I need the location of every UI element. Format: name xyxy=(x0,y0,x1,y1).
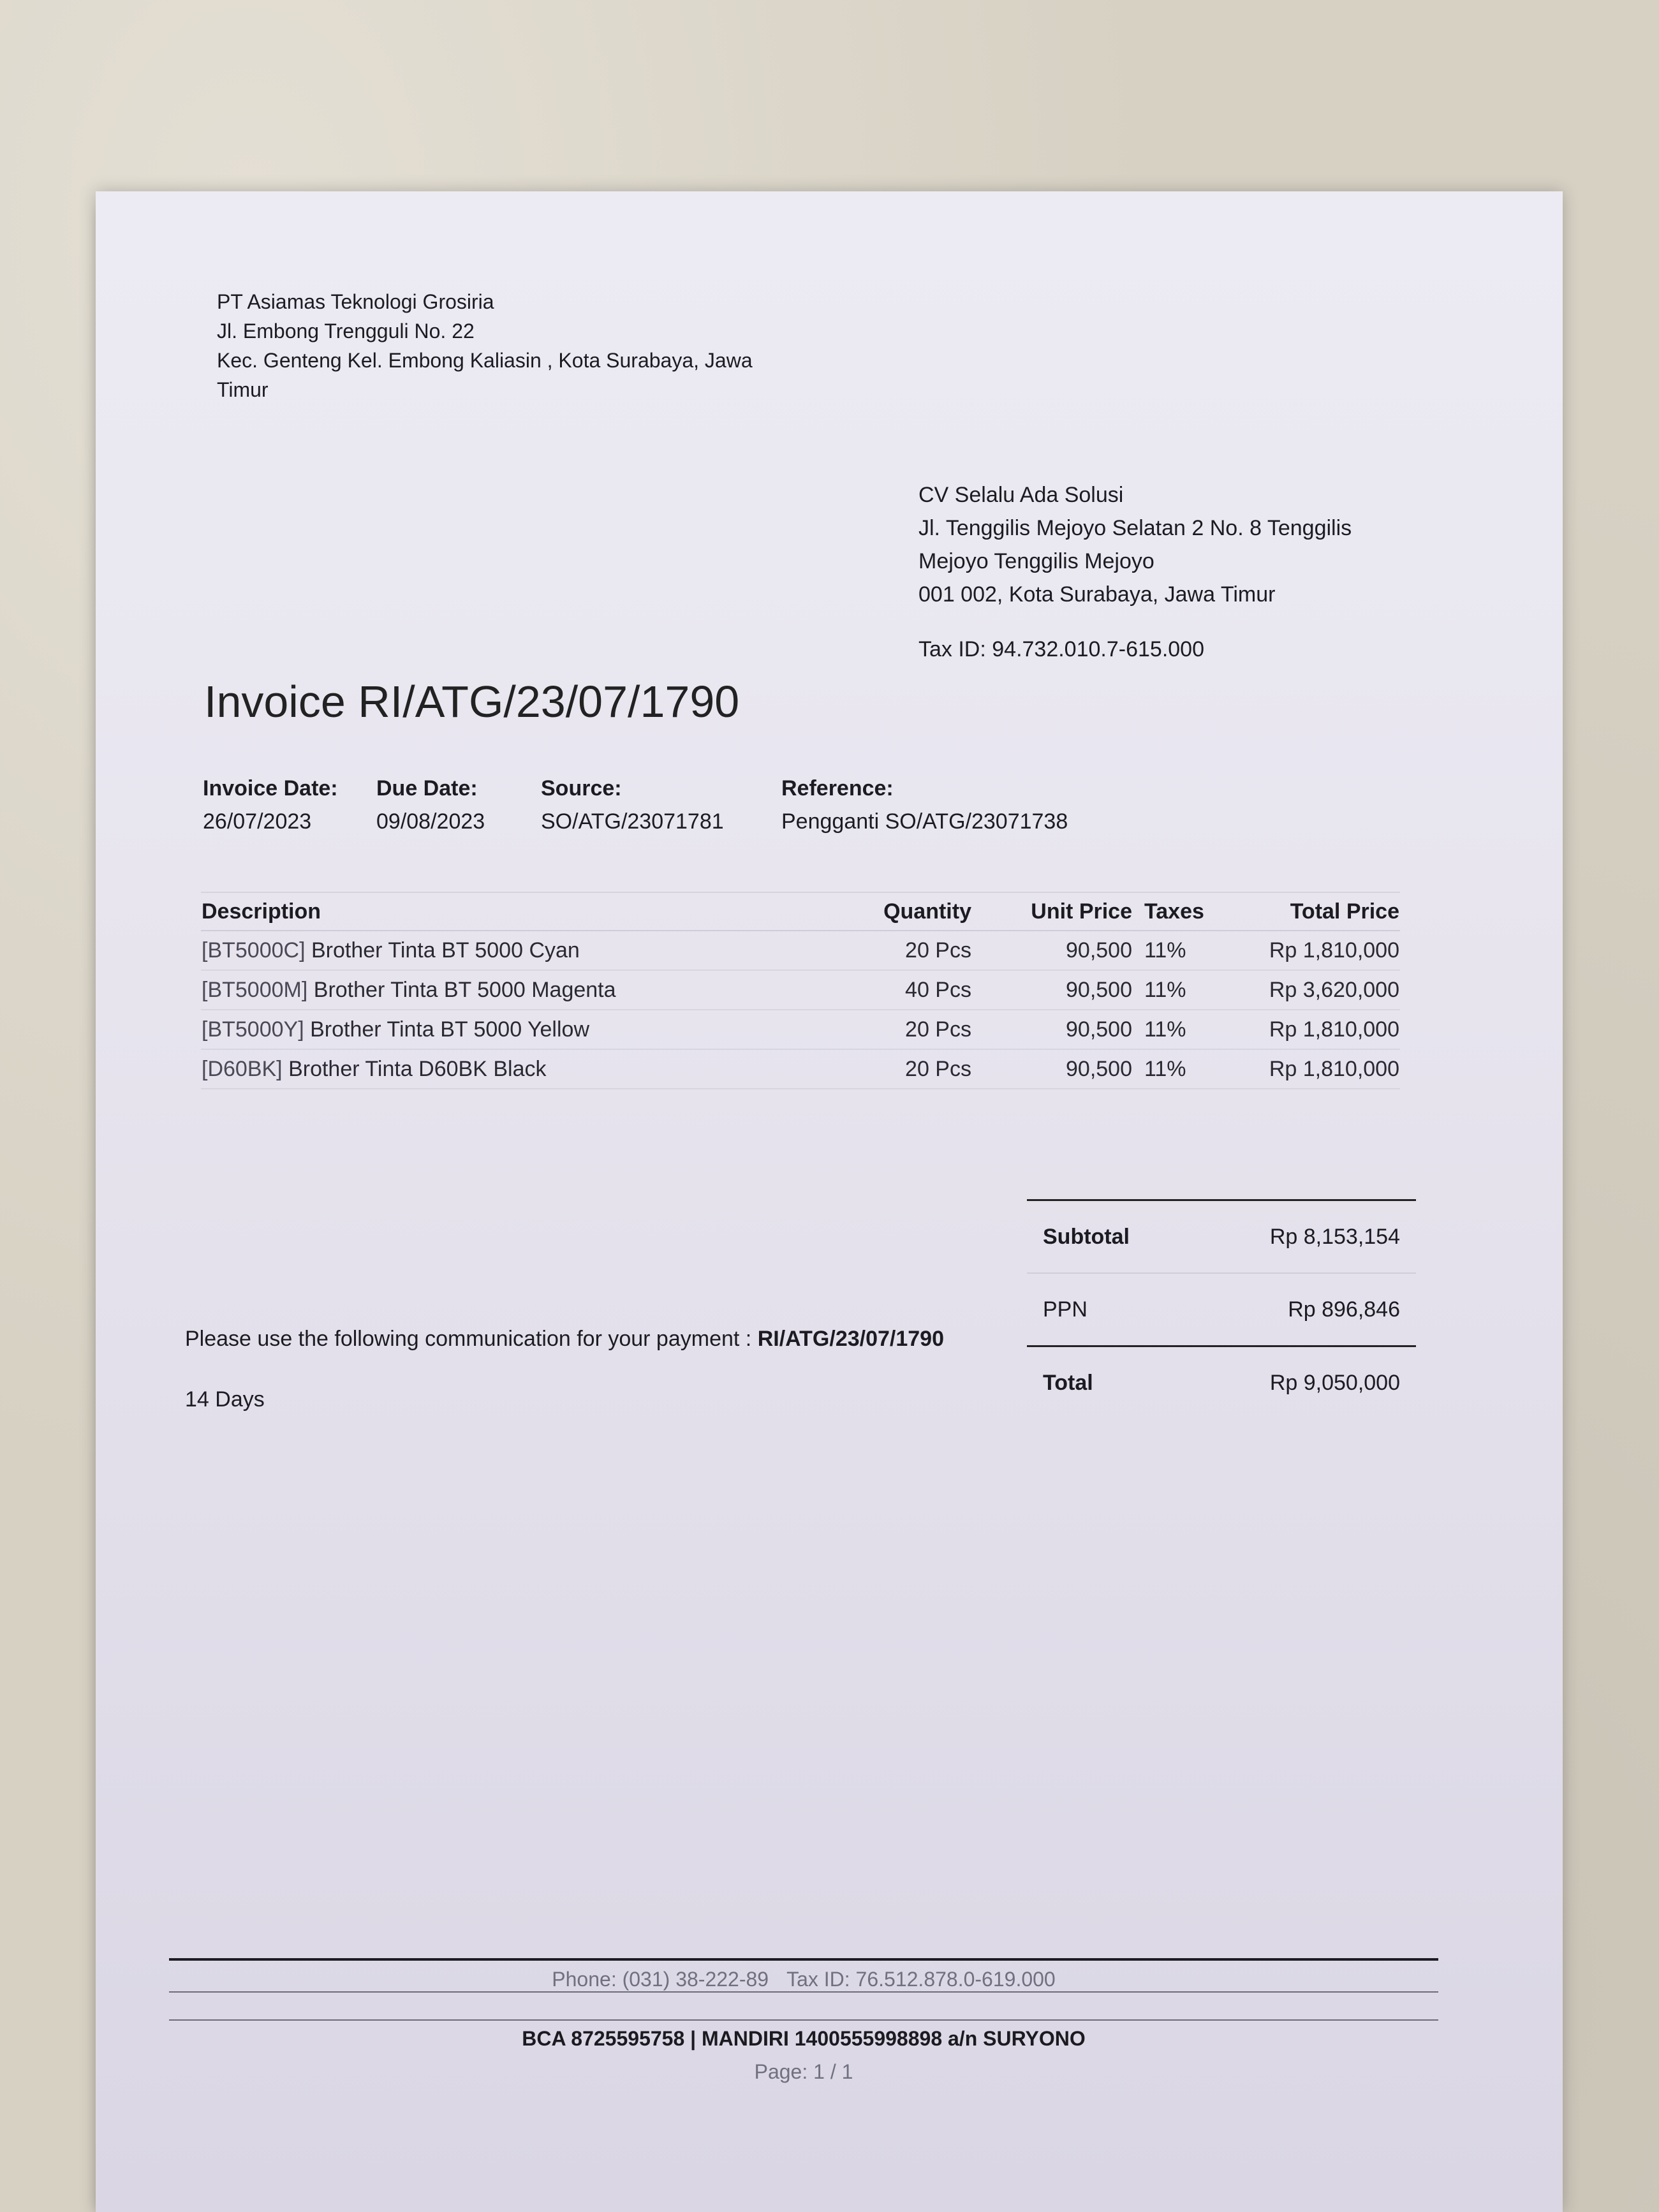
invoice-date-value: 26/07/2023 xyxy=(203,809,312,834)
line-description xyxy=(201,1010,802,1049)
line-taxes: 11% xyxy=(1133,931,1228,970)
company-address-line-1: Jl. Embong Trengguli No. 22 xyxy=(217,320,475,343)
table-row xyxy=(201,1049,1400,1089)
line-taxes: 11% xyxy=(1133,1049,1228,1089)
column-header-quantity: Quantity xyxy=(802,892,972,931)
invoice-lines-table xyxy=(201,892,1400,1089)
total-row xyxy=(1027,1346,1416,1419)
customer-address-line-1: Jl. Tenggilis Mejoyo Selatan 2 No. 8 Tenggilis xyxy=(918,516,1352,540)
line-total: Rp 3,620,000 xyxy=(1228,970,1400,1010)
line-taxes: 11% xyxy=(1133,1010,1228,1049)
line-unit-price: 90,500 xyxy=(972,1049,1133,1089)
table-row xyxy=(201,970,1400,1010)
customer-tax-id: Tax ID: 94.732.010.7-615.000 xyxy=(918,637,1204,661)
table-header-row xyxy=(201,892,1400,931)
payment-communication-text: Please use the following communication for your payment : xyxy=(185,1327,758,1351)
source-value: SO/ATG/23071781 xyxy=(541,809,724,834)
table-row xyxy=(201,931,1400,970)
line-description xyxy=(201,970,802,1010)
customer-address-line-3: 001 002, Kota Surabaya, Jawa Timur xyxy=(918,582,1276,607)
total-value: Rp 9,050,000 xyxy=(1188,1346,1416,1419)
product-name: Brother Tinta BT 5000 Cyan xyxy=(311,938,580,962)
footer-divider-bottom xyxy=(169,2019,1438,2021)
line-quantity: 20 Pcs xyxy=(802,931,972,970)
line-quantity: 20 Pcs xyxy=(802,1010,972,1049)
line-unit-price: 90,500 xyxy=(972,931,1133,970)
reference-block xyxy=(781,772,1068,838)
footer-divider-middle xyxy=(169,1991,1438,1993)
footer-tax-id: Tax ID: 76.512.878.0-619.000 xyxy=(786,1968,1056,1991)
invoice-document xyxy=(96,191,1563,2212)
product-code: [D60BK] xyxy=(202,1056,283,1081)
reference-value: Pengganti SO/ATG/23071738 xyxy=(781,809,1068,834)
company-address-block xyxy=(217,287,791,404)
product-name: Brother Tinta BT 5000 Yellow xyxy=(310,1017,589,1042)
total-label: Total xyxy=(1027,1346,1188,1419)
payment-terms: 14 Days xyxy=(185,1387,265,1412)
due-date-block xyxy=(376,772,485,838)
subtotal-value: Rp 8,153,154 xyxy=(1188,1200,1416,1274)
column-header-unit-price: Unit Price xyxy=(972,892,1133,931)
ppn-value: Rp 896,846 xyxy=(1188,1273,1416,1346)
column-header-total-price: Total Price xyxy=(1228,892,1400,931)
line-quantity: 40 Pcs xyxy=(802,970,972,1010)
footer-bank-accounts: BCA 8725595758 | MANDIRI 1400555998898 a/n SURYONO xyxy=(522,2027,1086,2050)
line-description xyxy=(201,931,802,970)
line-total: Rp 1,810,000 xyxy=(1228,1049,1400,1089)
company-name: PT Asiamas Teknologi Grosiria xyxy=(217,290,494,313)
payment-reference: RI/ATG/23/07/1790 xyxy=(757,1327,944,1351)
customer-name: CV Selalu Ada Solusi xyxy=(918,483,1124,507)
footer-divider-top xyxy=(169,1958,1438,1961)
product-name: Brother Tinta D60BK Black xyxy=(288,1056,547,1081)
company-address-line-3: Timur xyxy=(217,378,269,401)
due-date-value: 09/08/2023 xyxy=(376,809,485,834)
customer-address-line-2: Mejoyo Tenggilis Mejoyo xyxy=(918,549,1154,573)
footer-phone: Phone: (031) 38-222-89 xyxy=(552,1968,769,1991)
company-address-line-2: Kec. Genteng Kel. Embong Kaliasin , Kota Surabaya, Jawa xyxy=(217,349,753,372)
product-code: [BT5000M] xyxy=(202,977,308,1002)
line-unit-price: 90,500 xyxy=(972,970,1133,1010)
subtotal-label: Subtotal xyxy=(1027,1200,1188,1274)
product-code: [BT5000C] xyxy=(202,938,306,962)
payment-communication xyxy=(185,1327,944,1352)
source-block xyxy=(541,772,724,838)
totals-table xyxy=(1027,1199,1416,1419)
line-description xyxy=(201,1049,802,1089)
line-total: Rp 1,810,000 xyxy=(1228,1010,1400,1049)
invoice-date-label: Invoice Date: xyxy=(203,776,338,800)
line-total: Rp 1,810,000 xyxy=(1228,931,1400,970)
invoice-date-block xyxy=(203,772,338,838)
line-quantity: 20 Pcs xyxy=(802,1049,972,1089)
footer-contact xyxy=(169,1968,1438,1991)
product-code: [BT5000Y] xyxy=(202,1017,304,1042)
invoice-title: Invoice RI/ATG/23/07/1790 xyxy=(204,677,740,726)
footer-page-number: Page: 1 / 1 xyxy=(754,2060,853,2083)
column-header-taxes: Taxes xyxy=(1133,892,1228,931)
due-date-label: Due Date: xyxy=(376,776,478,800)
table-row xyxy=(201,1010,1400,1049)
column-header-description: Description xyxy=(201,892,802,931)
customer-address-block xyxy=(918,478,1403,666)
ppn-label: PPN xyxy=(1027,1273,1188,1346)
subtotal-row xyxy=(1027,1200,1416,1274)
source-label: Source: xyxy=(541,776,622,800)
reference-label: Reference: xyxy=(781,776,894,800)
line-taxes: 11% xyxy=(1133,970,1228,1010)
line-unit-price: 90,500 xyxy=(972,1010,1133,1049)
ppn-row xyxy=(1027,1273,1416,1346)
product-name: Brother Tinta BT 5000 Magenta xyxy=(313,977,616,1002)
